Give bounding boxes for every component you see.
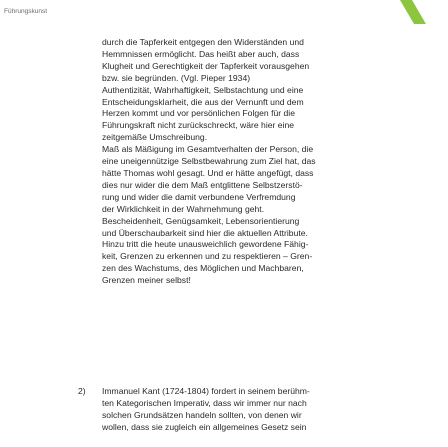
text-line: eine uneigennützige Selbstbewahrung zum Ziel hat, das (102, 156, 316, 167)
chevron-right-icon (392, 0, 432, 24)
footnote-text (102, 386, 420, 434)
footnote-line: solchen Grundsätzen handeln sollten, von denen wir (102, 409, 302, 420)
text-line: rung und wider die damit verbundene Verfremdung (102, 191, 296, 202)
footnote-line: wollen, dass sie zugleich ein allgemeines Gesetz sein (102, 421, 307, 432)
text-line: Klugheit und Gerechtigkeit der Tapferkeit vorausgehen (102, 60, 310, 71)
text-line: durch die Tapferkeit entgegen den Widerständen und (102, 37, 304, 47)
text-line: Herzen kommt und vor persönlichen Folgen für die (102, 108, 295, 119)
text-line: zeitgemäße Umschreibung. (102, 132, 208, 143)
text-line: dies nur wider die dem Maß entglittene Selbstzerstö- (102, 179, 303, 190)
text-line: keit, Grenzen zu erkennen und zu respektieren – Gren- (102, 251, 313, 262)
text-line: Hemmnissen ermöglicht. Das heißt aber auch, dass (102, 48, 300, 59)
text-line: Hinzu tritt die heute unausweichlich gewordene Fähig- (102, 239, 309, 250)
text-line: Authentizität, Wahrhaftigkeit, Selbstachtung und eine (102, 84, 304, 95)
text-line: hätte Thomas wohl gesagt. Und er hätte angefügt, dass (102, 167, 314, 178)
footnote-line: ten Kategorischen Imperativ, dass wir immer nur nach (102, 397, 307, 408)
main-text (102, 37, 418, 287)
text-line: Entscheidungsklarheit, die aus der Vernunft und dem (102, 96, 304, 107)
footnote-number: 2) (78, 386, 86, 396)
text-line: Bescheidenheit, Genügsamkeit, Lebensorientierung (102, 215, 300, 226)
text-line: Führungskraft nicht zurückschreckt, wäre hier eine (102, 120, 295, 131)
footnote-line: Immanuel Kant (1724-1804) fordert in seinem berühm- (102, 386, 310, 396)
text-line: zen des Wachstums, des Möglichen und Machbaren, (102, 263, 304, 274)
text-line: Grenzen meiner selbst! (102, 275, 191, 286)
text-line: der Wirklichkeit in der Wahrnehmung geht. (102, 203, 265, 214)
text-line: und Überschaubarkeit sind hier die aktuellen Attribute. (102, 227, 308, 238)
text-line: bzw. sie begründen. (Vgl. Pieper 1934) (102, 72, 251, 83)
running-header: Führungskunst (4, 8, 47, 15)
text-line: Maß als Mäßigung im Gesamtverhalten der Person, die (102, 144, 314, 155)
